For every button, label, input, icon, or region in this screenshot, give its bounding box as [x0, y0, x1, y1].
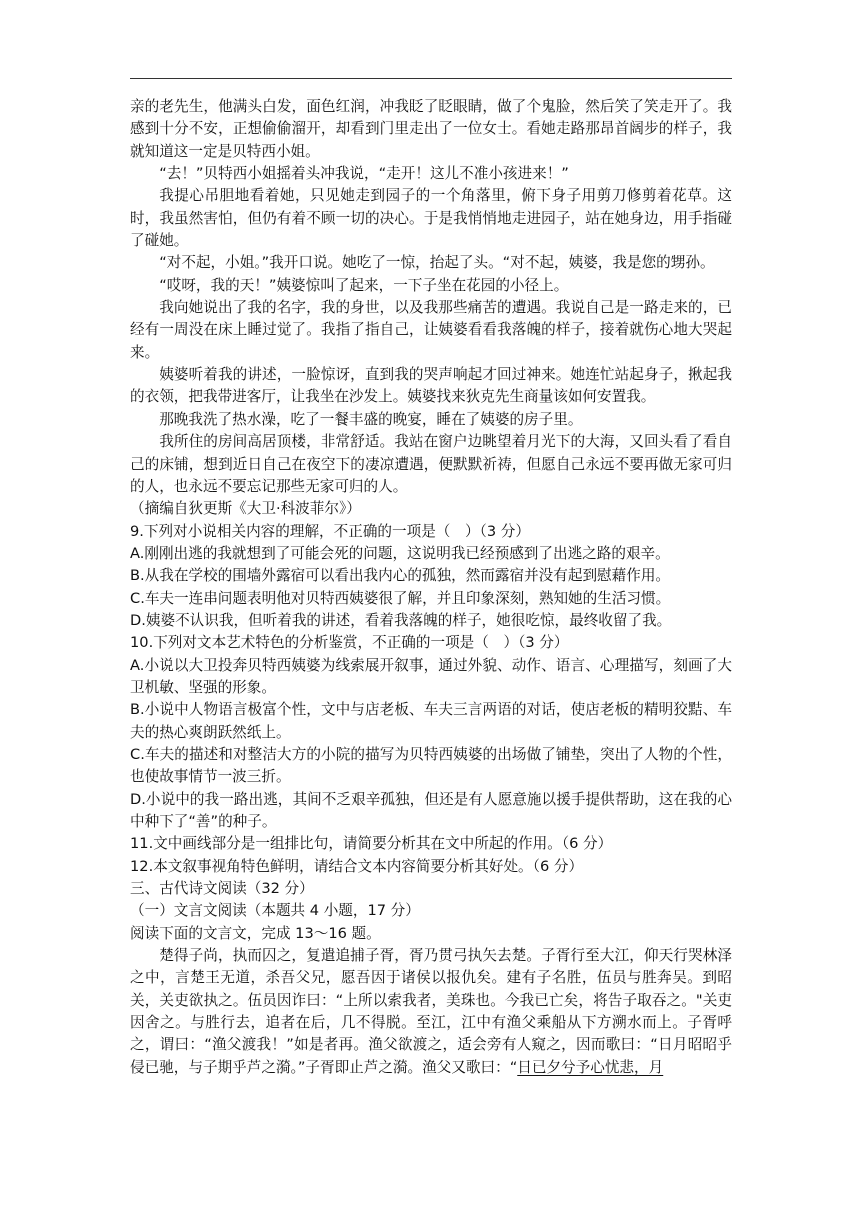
question-10: 10.下列对文本艺术特色的分析鉴赏，不正确的一项是（ ）（3 分）: [130, 634, 569, 652]
paragraph: “哎呀，我的天！”姨婆惊叫了起来，一下子坐在花园的小径上。: [159, 276, 569, 294]
source-citation: （摘编自狄更斯《大卫·科波菲尔》）: [130, 500, 361, 518]
option-10d: D.小说中的我一路出逃，其间不乏艰辛孤独，但还是有人愿意施以援手提供帮助，这在我的心中种下了“善”的种子。: [130, 790, 732, 830]
paragraph: 我向她说出了我的名字，我的身世，以及我那些痛苦的遭遇。我说自己是一路走来的，已经有一周没在床上睡过觉了。我指了指自己，让姨婆看看我落魄的样子，接着就伤心地大哭起来。: [130, 299, 732, 361]
document-body: [130, 96, 732, 1079]
paragraph: “去！”贝特西小姐摇着头冲我说，“走开！这儿不准小孩进来！”: [159, 165, 569, 183]
section-heading: 三、古代诗文阅读（32 分）: [130, 880, 314, 898]
paragraph: 我所住的房间高居顶楼，非常舒适。我站在窗户边眺望着月光下的大海，又回头看了看自己的床铺，想到近日自己在夜空下的凄凉遭遇，便默默祈祷，但愿自己永远不要再做无家可归的人，也永远不要忘记那些无家可归的人。: [130, 433, 732, 495]
paragraph: “对不起，小姐。”我开口说。她吃了一惊，抬起了头。“对不起，姨婆，我是您的甥孙。: [159, 254, 715, 272]
option-9b: B.从我在学校的围墙外露宿可以看出我内心的孤独，然而露宿并没有起到慰藉作用。: [130, 567, 671, 585]
option-9c: C.车夫一连串问题表明他对贝特西姨婆很了解，并且印象深刻，熟知她的生活习惯。: [130, 589, 671, 607]
subsection-heading: （一）文言文阅读（本题共 4 小题，17 分）: [130, 902, 420, 920]
paragraph: 亲的老先生，他满头白发，面色红润，冲我眨了眨眼睛，做了个鬼脸，然后笑了笑走开了。我感到十分不安，正想偷偷溜开，却看到门里走出了一位女士。看她走路那昂首阔步的样子，我就知道这一定是贝特西小姐。: [130, 98, 732, 160]
paragraph: 我提心吊胆地看着她，只见她走到园子的一个角落里，俯下身子用剪刀修剪着花草。这时，我虽然害怕，但仍有着不顾一切的决心。于是我悄悄地走进园子，站在她身边，用手指碰了碰她。: [130, 187, 732, 250]
option-10b: B.小说中人物语言极富个性，文中与店老板、车夫三言两语的对话，使店老板的精明狡黠、车夫的热心爽朗跃然纸上。: [130, 701, 732, 741]
classical-passage-text: 楚得子尚，执而囚之，复遣追捕子胥，胥乃贯弓执矢去楚。子胥行至大江，仰天行哭林泽之中，言楚王无道，杀吾父兄，愿吾因于诸侯以报仇矣。建有子名胜，伍员与胜奔吴。到昭关，关吏欲执之。伍员因诈曰：“上所以索我者，美珠也。今我已亡矣，将告子取吞之。"关吏因舍之。与胜行去，追者在后，几不得脱。至江，江中有渔父乘船从下方溯水而上。子胥呼之，谓曰：“渔父渡我！”如是者再。渔父欲渡之，适会旁有人窥之，因而歌曰：“日月昭昭乎侵已驰，与子期乎芦之漪。”子胥即止芦之漪。渔父又歌曰：“: [130, 947, 732, 1076]
question-12: 12.本文叙事视角特色鲜明，请结合文本内容简要分析其好处。（6 分）: [130, 857, 584, 875]
paragraph: 那晚我洗了热水澡，吃了一餐丰盛的晚宴，睡在了姨婆的房子里。: [159, 410, 583, 428]
reading-instruction: 阅读下面的文言文，完成 13～16 题。: [130, 924, 381, 942]
header-rule: [130, 78, 732, 79]
question-11: 11.文中画线部分是一组排比句，请简要分析其在文中所起的作用。（6 分）: [130, 835, 613, 853]
option-9a: A.刚刚出逃的我就想到了可能会死的问题，这说明我已经预感到了出逃之路的艰辛。: [130, 544, 670, 562]
option-10a: A.小说以大卫投奔贝特西姨婆为线索展开叙事，通过外貌、动作、语言、心理描写，刻画了大卫机敏、坚强的形象。: [130, 656, 732, 696]
option-9d: D.姨婆不认识我，但听着我的讲述，看着我落魄的样子，她很吃惊，最终收留了我。: [130, 611, 672, 629]
classical-passage: [130, 945, 732, 1079]
paragraph: 姨婆听着我的讲述，一脸惊讶，直到我的哭声响起才回过神来。她连忙站起身子，揪起我的衣领，把我带进客厅，让我坐在沙发上。姨婆找来狄克先生商量该如何安置我。: [130, 366, 732, 406]
option-10c: C.车夫的描述和对整洁大方的小院的描写为贝特西姨婆的出场做了铺垫，突出了人物的个性，也使故事情节一波三折。: [130, 745, 732, 786]
question-9: 9.下列对小说相关内容的理解，不正确的一项是（ ）（3 分）: [130, 522, 530, 540]
underlined-text: 日已夕兮予心忧悲，月: [517, 1058, 664, 1076]
